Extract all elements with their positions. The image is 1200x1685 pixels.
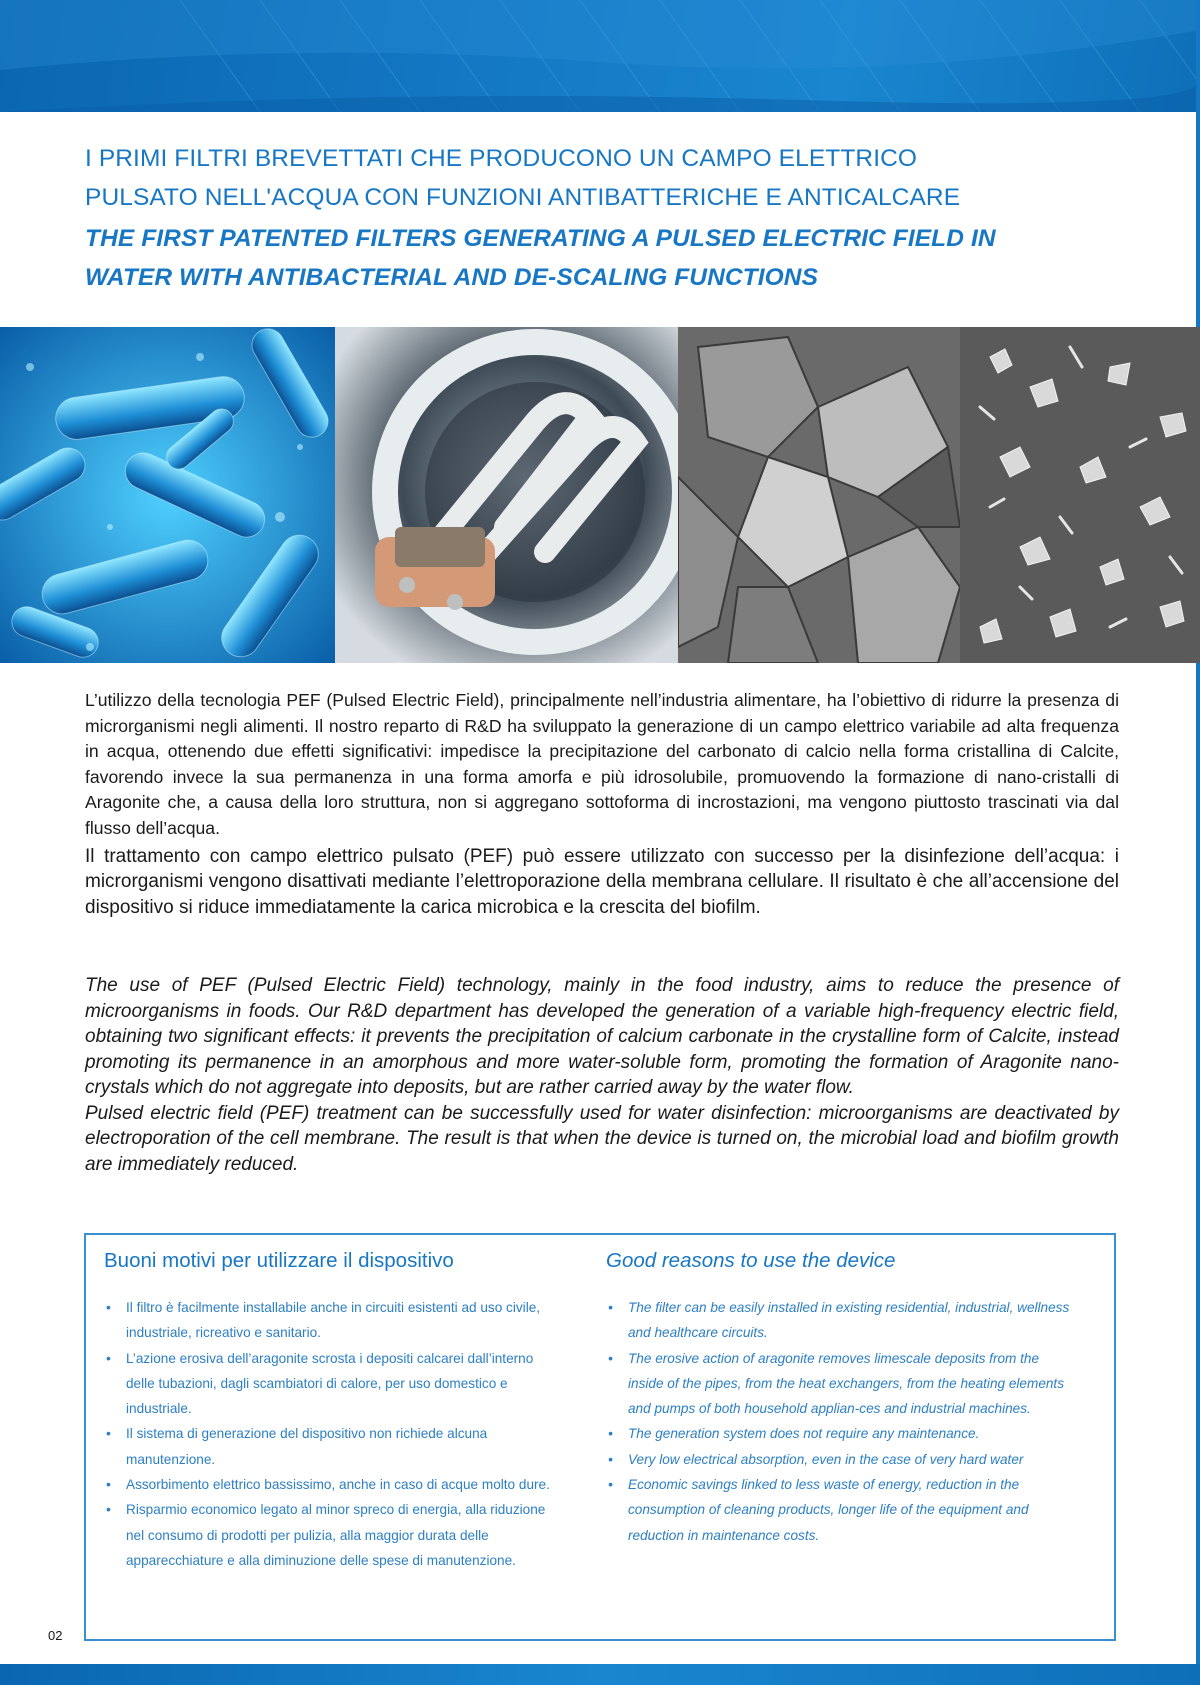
list-item: • The erosive action of aragonite removes limescale deposits from the inside of the pipes, from the heat exchangers, from the heating elements and pumps of both household applian-ces and industrial machines. (606, 1346, 1076, 1422)
reasons-it-list (104, 1295, 554, 1573)
list-item: • L’azione erosiva dell’aragonite scrosta i depositi calcarei dall’interno delle tubazioni, dagli scambiatori di calore, per uso domestico e industriale. (104, 1346, 554, 1422)
footer-band (0, 1664, 1200, 1685)
body-it-paragraph-2: Il trattamento con campo elettrico pulsato (PEF) può essere utilizzato con successo per la disinfezione dell’acqua: i microrganismi vengono disattivati mediante l’elettroporazione della membrana cellulare. Il risultato è che all’accensione del dispositivo si riduce immediatamente la carica microbica e la crescita del biofilm. (85, 845, 1119, 919)
body-en-paragraph-2: Pulsed electric field (PEF) treatment can be successfully used for water disinfection: microorganisms are deactivated by electroporation of the cell membrane. The result is that when the device is turned on, the microbial load and biofilm growth are immediately reduced. (85, 1102, 1119, 1175)
body-italian (85, 688, 1119, 921)
header-wave-decoration (0, 0, 1200, 112)
headline-it-line-1: I PRIMI FILTRI BREVETTATI CHE PRODUCONO UN CAMPO ELETTRICO (85, 145, 918, 172)
list-item: • The filter can be easily installed in existing residential, industrial, wellness and healthcare circuits. (606, 1295, 1076, 1346)
photo-strip (0, 327, 1200, 663)
limescale-heating-element-image (335, 327, 678, 663)
list-item: • The generation system does not require any maintenance. (606, 1421, 1076, 1446)
list-item: • Assorbimento elettrico bassissimo, anche in caso di acque molto dure. (104, 1472, 554, 1497)
headline-it-line-2: PULSATO NELL'ACQUA CON FUNZIONI ANTIBATTERICHE E ANTICALCARE (85, 183, 961, 211)
bacteria-image (0, 327, 335, 663)
right-edge-band (1196, 0, 1200, 1685)
body-it-paragraph-1: L’utilizzo della tecnologia PEF (Pulsed Electric Field), principalmente nell’industria alimentare, ha l’obiettivo di ridurre la presenza di microrganismi negli alimenti. Il nostro reparto di R&D ha sviluppato la generazione di un campo elettrico variabile ad alta frequenza in acqua, ottenendo due effetti significativi: impedisce la precipitazione del carbonato di calcio nella forma cristallina di Calcite, favorendo invece la sua permanenza in una forma amorfa e più idrosolubile, promuovendo la formazione di nano-cristalli di Aragonite che, a causa della loro struttura, non si aggregano sottoforma di incrostazioni, ma vengono piuttosto trascinati via dal flusso dell’acqua. (85, 690, 1119, 838)
aragonite-nanocrystals-micrograph-image (960, 327, 1200, 663)
headline-en-line-2: WATER WITH ANTIBACTERIAL AND DE-SCALING FUNCTIONS (85, 263, 819, 291)
body-english (85, 973, 1119, 1177)
calcite-crystals-micrograph-image (678, 327, 960, 663)
page-number: 02 (48, 1628, 63, 1643)
reasons-it-column (104, 1249, 554, 1573)
list-item: • Very low electrical absorption, even in the case of very hard water (606, 1447, 1076, 1472)
reasons-en-column (606, 1249, 1076, 1548)
reasons-it-title: Buoni motivi per utilizzare il dispositivo (104, 1249, 454, 1272)
reasons-en-title: Good reasons to use the device (606, 1249, 896, 1272)
list-item: • Il sistema di generazione del dispositivo non richiede alcuna manutenzione. (104, 1421, 554, 1472)
header-band (0, 0, 1200, 112)
list-item: • Risparmio economico legato al minor spreco di energia, alla riduzione nel consumo di prodotti per pulizia, alla maggior durata delle apparecchiature e alla diminuzione delle spese di manutenzione. (104, 1497, 554, 1573)
reasons-box (84, 1233, 1116, 1641)
list-item: • Economic savings linked to less waste of energy, reduction in the consumption of cleaning products, longer life of the equipment and reduction in maintenance costs. (606, 1472, 1076, 1548)
headline (85, 140, 1125, 297)
body-en-paragraph-1: The use of PEF (Pulsed Electric Field) technology, mainly in the food industry, aims to reduce the presence of microorganisms in foods. Our R&D department has developed the generation of a variable high-frequency electric field, obtaining two significant effects: it prevents the precipitation of calcium carbonate in the crystalline form of Calcite, instead promoting its permanence in an amorphous and more water-soluble form, promoting the formation of Aragonite nano-crystals which do not aggregate into deposits, but are rather carried away by the water flow. (85, 975, 1119, 1098)
headline-en-line-1: THE FIRST PATENTED FILTERS GENERATING A PULSED ELECTRIC FIELD IN (85, 225, 996, 252)
list-item: • Il filtro è facilmente installabile anche in circuiti esistenti ad uso civile, industriale, ricreativo e sanitario. (104, 1295, 554, 1346)
reasons-en-list (606, 1295, 1076, 1548)
